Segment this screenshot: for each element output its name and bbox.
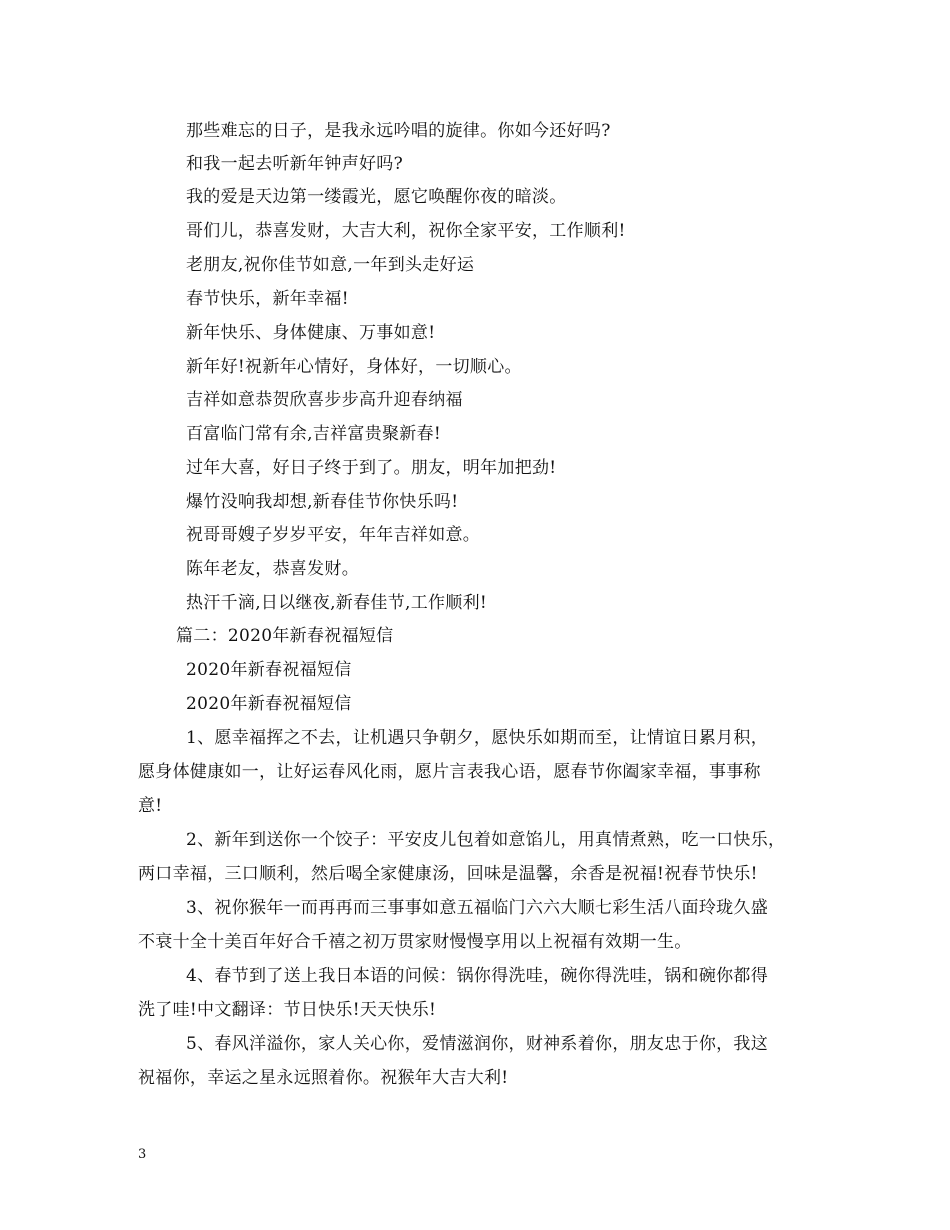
paragraph-line: 祝福你，幸运之星永远照着你。祝猴年大吉大利! bbox=[138, 1068, 509, 1088]
page-number: 3 bbox=[138, 1147, 147, 1162]
paragraph-line: 2、新年到送你一个饺子：平安皮儿包着如意馅儿，用真情煮熟，吃一口快乐， bbox=[186, 830, 786, 850]
section-heading: 篇二：2020年新春祝福短信 bbox=[176, 626, 394, 646]
text-line: 祝哥哥嫂子岁岁平安，年年吉祥如意。 bbox=[186, 525, 481, 545]
text-line: 爆竹没响我却想,新春佳节你快乐吗! bbox=[186, 492, 459, 512]
text-line: 过年大喜，好日子终于到了。朋友，明年加把劲! bbox=[186, 458, 557, 478]
text-line: 老朋友,祝你佳节如意,一年到头走好运 bbox=[186, 255, 475, 275]
paragraph-line: 1、愿幸福挥之不去，让机遇只争朝夕，愿快乐如期而至，让情谊日累月积， bbox=[186, 728, 769, 748]
paragraph-line: 5、春风洋溢你，家人关心你，爱情滋润你，财神系着你，朋友忠于你，我这 bbox=[186, 1034, 769, 1054]
paragraph-line: 愿身体健康如一，让好运春风化雨，愿片言表我心语，愿春节你阖家幸福，事事称 bbox=[138, 762, 761, 782]
paragraph-line: 两口幸福，三口顺利，然后喝全家健康汤，回味是温馨，余香是祝福!祝春节快乐! bbox=[138, 864, 758, 884]
text-line: 热汗千滴,日以继夜,新春佳节,工作顺利! bbox=[186, 593, 488, 613]
text-line: 新年好!祝新年心情好，身体好，一切顺心。 bbox=[186, 357, 522, 377]
text-line: 那些难忘的日子，是我永远吟唱的旋律。你如今还好吗? bbox=[186, 121, 611, 141]
paragraph-line: 洗了哇!中文翻译：节日快乐!天天快乐! bbox=[138, 1000, 437, 1020]
paragraph-line: 不衰十全十美百年好合千禧之初万贯家财慢慢享用以上祝福有效期一生。 bbox=[138, 932, 692, 952]
text-line: 我的爱是天边第一缕霞光，愿它唤醒你夜的暗淡。 bbox=[186, 187, 567, 207]
text-line: 百富临门常有余,吉祥富贵聚新春! bbox=[186, 424, 442, 444]
text-line: 新年快乐、身体健康、万事如意! bbox=[186, 323, 436, 343]
paragraph-line: 3、祝你猴年一而再再而三事事如意五福临门六六大顺七彩生活八面玲珑久盛 bbox=[186, 898, 769, 918]
paragraph-line: 意! bbox=[138, 796, 163, 816]
subtitle: 2020年新春祝福短信 bbox=[186, 694, 352, 714]
paragraph-line: 4、春节到了送上我日本语的问候：锅你得洗哇，碗你得洗哇，锅和碗你都得 bbox=[186, 966, 769, 986]
text-line: 陈年老友，恭喜发财。 bbox=[186, 559, 359, 579]
text-line: 吉祥如意恭贺欣喜步步高升迎春纳福 bbox=[186, 390, 463, 410]
subtitle: 2020年新春祝福短信 bbox=[186, 660, 352, 680]
text-line: 春节快乐，新年幸福! bbox=[186, 289, 349, 309]
text-line: 哥们儿，恭喜发财，大吉大利，祝你全家平安，工作顺利! bbox=[186, 221, 626, 241]
text-line: 和我一起去听新年钟声好吗? bbox=[186, 154, 404, 174]
